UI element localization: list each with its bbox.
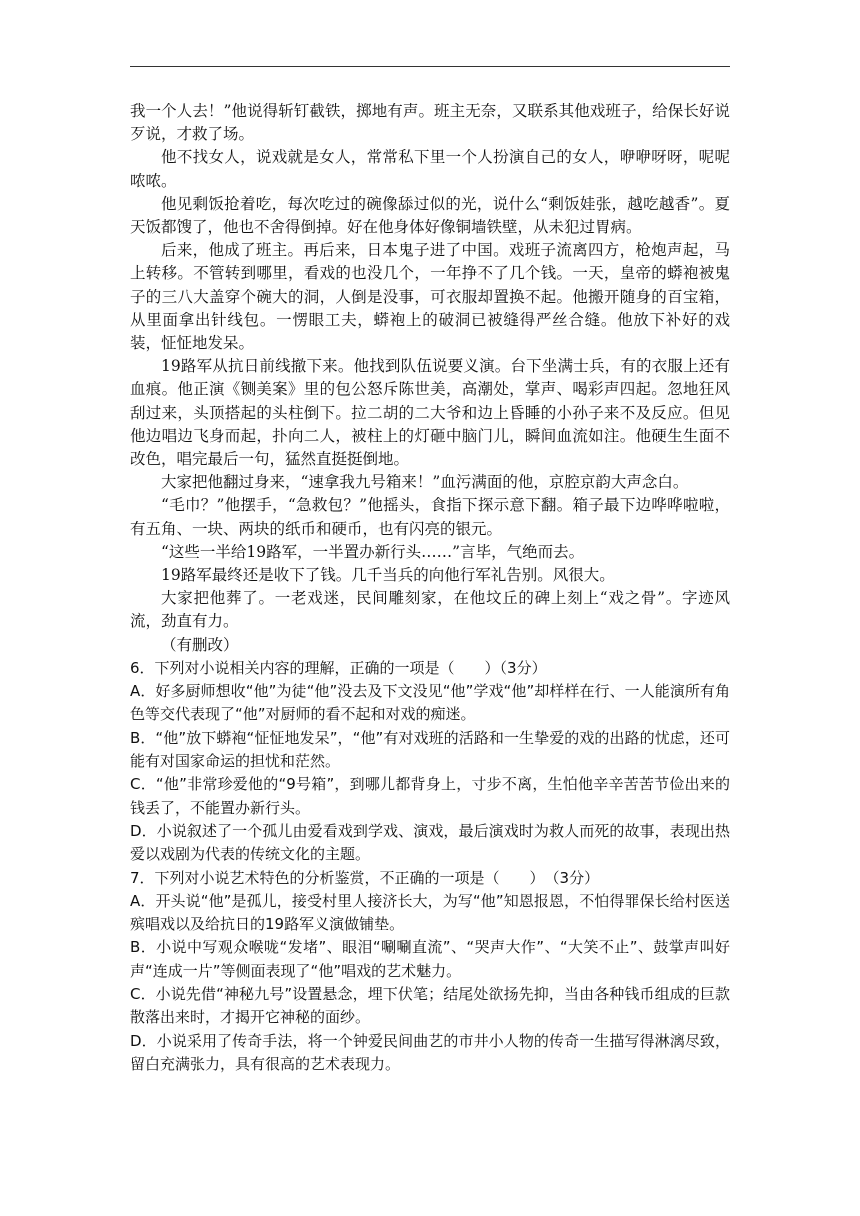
question-stem: 7．下列对小说艺术特色的分析鉴赏，不正确的一项是（ ） （3分） — [130, 868, 600, 887]
story-paragraph: 大家把他翻过身来，“速拿我九号箱来！”血污满面的他，京腔京韵大声念白。 — [161, 473, 689, 492]
story-paragraph: 大家把他葬了。一老戏迷，民间雕刻家，在他坟丘的碑上刻上“戏之骨”。字迹风流，劲直有力。 — [130, 589, 730, 631]
option-c: C．“他”非常珍爱他的“9号箱”，到哪儿都背身上，寸步不离，生怕他辛辛苦苦节俭出来的钱丢了，不能置办新行头。 — [130, 775, 730, 817]
story-paragraph: 19路军从抗日前线撤下来。他找到队伍说要义演。台下坐满士兵，有的衣服上还有血痕。他正演《铡美案》里的包公怒斥陈世美，高潮处，掌声、喝彩声四起。忽地狂风刮过来，头顶搭起的头柱倒下。拉二胡的二大爷和边上昏睡的小孙子来不及反应。但见他边唱边飞身而起，扑向二人，被柱上的灯砸中脑门儿，瞬间血流如注。他硬生生面不改色，唱完最后一句，猛然直挺挺倒地。 — [130, 357, 730, 469]
question-stem: 6．下列对小说相关内容的理解，正确的一项是（ ）（3分） — [130, 658, 547, 677]
option-d: D．小说叙述了一个孤儿由爱看戏到学戏、演戏，最后演戏时为救人而死的故事，表现出热爱以戏剧为代表的传统文化的主题。 — [130, 821, 730, 864]
question-7 — [130, 867, 730, 1077]
option-a: A．好多厨师想收“他”为徒“他”没去及下文没见“他”学戏“他”却样样在行、一人能演所有角色等交代表现了“他”对厨师的看不起和对戏的痴迷。 — [130, 682, 730, 724]
story-paragraph: 后来，他成了班主。再后来，日本鬼子进了中国。戏班子流离四方，枪炮声起，马上转移。不管转到哪里，看戏的也没几个，一年挣不了几个钱。一天，皇帝的蟒袍被鬼子的三八大盖穿个碗大的洞，人倒是没事，可衣服却置换不起。他搬开随身的百宝箱，从里面拿出针线包。一愣眼工夫，蟒袍上的破洞已被缝得严丝合缝。他放下补好的戏装，怔怔地发呆。 — [130, 241, 730, 353]
header-rule — [130, 66, 730, 67]
question-6 — [130, 657, 730, 867]
content-area — [130, 100, 730, 1076]
story-paragraph: 他不找女人，说戏就是女人，常常私下里一个人扮演自己的女人，咿咿呀呀，呢呢哝哝。 — [130, 148, 730, 190]
option-d: D．小说采用了传奇手法，将一个钟爱民间曲艺的市井小人物的传奇一生描写得淋漓尽致，留白充满张力，具有很高的艺术表现力。 — [130, 1031, 730, 1073]
source-note: （有删改） — [161, 635, 239, 654]
story-text — [130, 100, 730, 657]
option-b: B．“他”放下蟒袍“怔怔地发呆”，“他”有对戏班的活路和一生挚爱的戏的出路的忧虑，还可能有对国家命运的担忧和茫然。 — [130, 728, 730, 771]
story-paragraph: 他见剩饭抢着吃，每次吃过的碗像舔过似的光，说什么“剩饭娃张，越吃越香”。夏天饭都馊了，他也不舍得倒掉。好在他身体好像铜墙铁壁，从未犯过胃病。 — [130, 194, 730, 237]
option-c: C．小说先借“神秘九号”设置悬念，埋下伏笔；结尾处欲扬先抑，当由各种钱币组成的巨款散落出来时，才揭开它神秘的面纱。 — [130, 985, 730, 1027]
option-a: A．开头说“他”是孤儿，接受村里人接济长大，为写“他”知恩报恩，不怕得罪保长给村医送殡唱戏以及给抗日的19路军义演做铺垫。 — [130, 891, 730, 934]
story-paragraph: 19路军最终还是收下了钱。几千当兵的向他行军礼告别。风很大。 — [161, 566, 615, 585]
story-paragraph: “毛巾？”他摆手，“急救包？”他摇头，食指下探示意下翻。箱子最下边哗哗啦啦，有五角、一块、两块的纸币和硬币，也有闪亮的银元。 — [130, 496, 730, 538]
story-paragraph: “这些一半给19路军，一半置办新行头……”言毕，气绝而去。 — [161, 542, 585, 561]
story-paragraph: 我一个人去！”他说得斩钉截铁，掷地有声。班主无奈，又联系其他戏班子，给保长好说歹说，才救了场。 — [130, 102, 730, 144]
option-b: B．小说中写观众喉咙“发堵”、眼泪“唰唰直流”、“哭声大作”、“大笑不止”、鼓掌声叫好声“连成一片”等侧面表现了“他”唱戏的艺术魅力。 — [130, 938, 730, 980]
